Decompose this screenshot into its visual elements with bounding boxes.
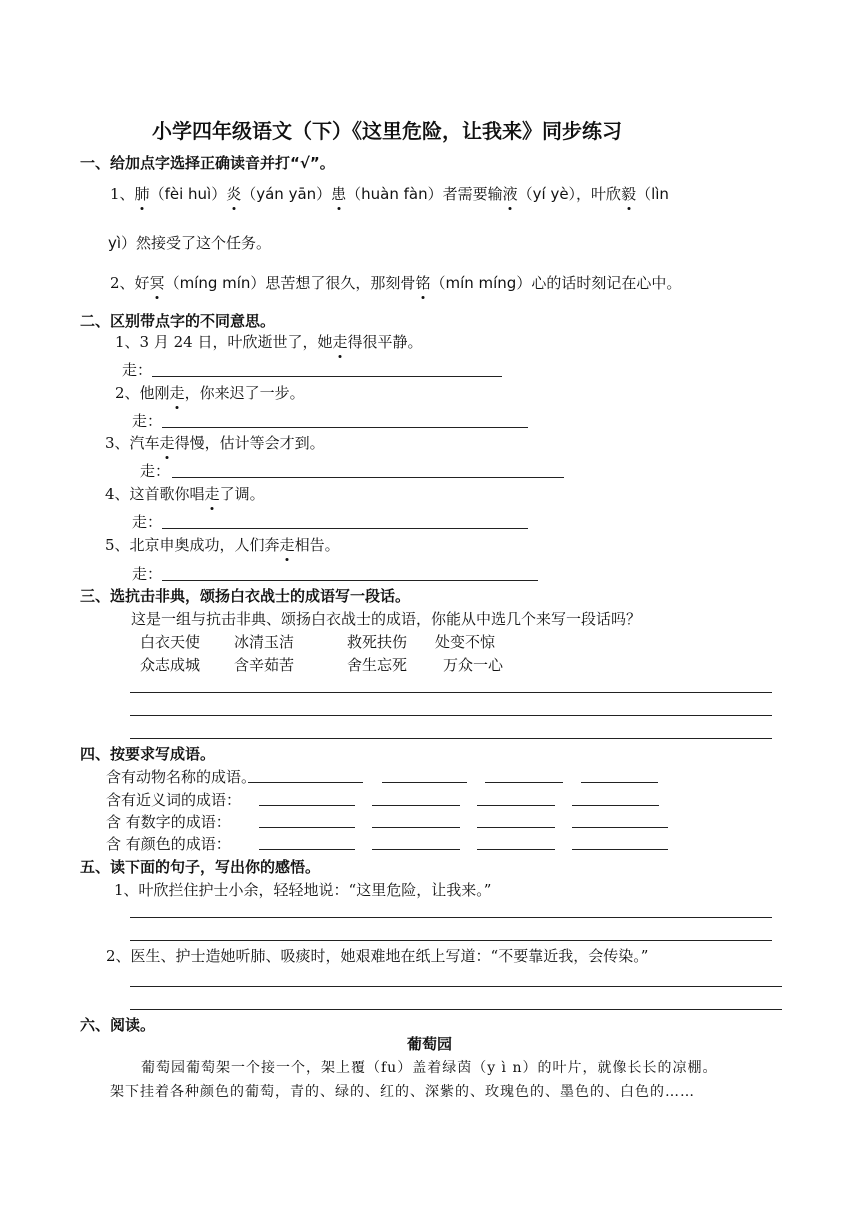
s1-q1-options-2: （yán yān）	[241, 185, 332, 203]
s1-q1-char-yi: 毅	[621, 185, 637, 203]
s3-intro: 这是一组与抗击非典、颂扬白衣战士的成语，你能从中选几个来写一段话吗？	[131, 610, 642, 628]
s3-writing-line-2[interactable]	[130, 715, 772, 716]
s4-blank[interactable]	[248, 782, 363, 783]
s1-q1-options-3: （huàn fàn）者需要输	[346, 185, 503, 203]
s1-q1-char-yan: 炎	[226, 185, 242, 203]
s2-dotted-char: 走	[332, 333, 348, 351]
s4-blank[interactable]	[382, 782, 467, 783]
s4-blank[interactable]	[372, 849, 460, 850]
s2-item-text: 3、汽车	[105, 434, 160, 452]
s2-dotted-char: 走	[279, 536, 295, 554]
s2-answer-line-1[interactable]	[152, 376, 502, 377]
s2-item-3	[105, 432, 325, 453]
s4-row-number: 含 有数字的成语：	[106, 813, 231, 831]
s3-writing-line-1[interactable]	[130, 692, 772, 693]
s2-item-2	[115, 382, 305, 403]
s4-row-color: 含 有颜色的成语：	[106, 835, 231, 853]
s2-item-text: ，你来迟了一步。	[184, 384, 305, 402]
idiom-4: 处变不惊	[435, 633, 496, 651]
s2-answer-line-5[interactable]	[162, 580, 538, 581]
s1-question-2	[110, 272, 681, 293]
s2-answer-label-2: 走：	[132, 412, 163, 430]
s2-answer-line-3[interactable]	[172, 477, 564, 478]
section-3-heading: 三、选抗击非典，颂扬白衣战士的成语写一段话。	[80, 587, 411, 605]
s5-answer-line-1[interactable]	[130, 917, 772, 918]
s2-answer-label-4: 走：	[132, 513, 163, 531]
s1-q2-options-1: （míng mín）思苦想了很久，那刻骨	[164, 274, 416, 292]
s4-row-animal: 含有动物名称的成语。	[106, 768, 257, 786]
idiom-2: 冰清玉洁	[234, 633, 295, 651]
s1-q1-number: 1、	[110, 185, 135, 203]
section-2-heading: 二、区别带点字的不同意思。	[80, 312, 276, 330]
s4-row-synonym: 含有近义词的成语：	[106, 791, 242, 809]
s4-blank[interactable]	[372, 805, 460, 806]
idiom-1: 白衣天使	[140, 633, 201, 651]
s2-answer-line-4[interactable]	[162, 528, 528, 529]
s5-answer-line-3[interactable]	[130, 986, 782, 987]
s4-blank[interactable]	[259, 827, 355, 828]
s1-question-1-cont: yì）然接受了这个任务。	[108, 234, 272, 252]
idiom-5: 众志成城	[140, 656, 201, 674]
s2-item-text: 得很平静。	[347, 333, 423, 351]
passage-line-1: 葡萄园葡萄架一个接一个，架上覆（fu）盖着绿茵（y ì n）的叶片，就像长长的凉棚。	[141, 1060, 718, 1076]
s4-blank[interactable]	[572, 827, 668, 828]
page-title: 小学四年级语文（下）《这里危险，让我来》同步练习	[152, 119, 622, 143]
s1-q1-char-huan: 患	[331, 185, 347, 203]
s4-blank[interactable]	[477, 827, 555, 828]
passage-title: 葡萄园	[407, 1035, 453, 1053]
s1-q2-prefix: 2、好	[110, 274, 150, 292]
s2-item-text: 了调。	[219, 485, 265, 503]
s1-q2-options-2: （mín míng）心的话时刻记在心中。	[430, 274, 682, 292]
s2-item-text: 4、这首歌你唱	[105, 485, 205, 503]
s2-item-5	[105, 534, 340, 555]
s1-q1-options-1: （fèi huì）	[149, 185, 227, 203]
section-4-heading: 四、按要求写成语。	[80, 745, 216, 763]
idiom-8: 万众一心	[443, 656, 504, 674]
s2-item-text: 1、3 月 24 日，叶欣逝世了，她	[115, 333, 333, 351]
s4-blank[interactable]	[477, 805, 555, 806]
s1-q1-char-fei: 肺	[134, 185, 150, 203]
s4-blank[interactable]	[572, 849, 668, 850]
idiom-7: 舍生忘死	[347, 656, 408, 674]
s1-q1-options-5: （lìn	[636, 185, 669, 203]
s1-q1-options-4: （yí yè），叶欣	[517, 185, 622, 203]
s2-dotted-char: 走	[204, 485, 220, 503]
s5-question-1: 1、叶欣拦住护士小余，轻轻地说：“这里危险，让我来。”	[114, 881, 492, 899]
s4-blank[interactable]	[259, 805, 355, 806]
s2-answer-label-3: 走：	[140, 462, 171, 480]
s1-q1-char-ye: 液	[502, 185, 518, 203]
s5-answer-line-2[interactable]	[130, 940, 772, 941]
s3-writing-line-3[interactable]	[130, 738, 772, 739]
s2-answer-label-1: 走：	[122, 361, 153, 379]
s4-blank[interactable]	[477, 849, 555, 850]
s5-question-2: 2、医生、护士造她听肺、吸痰时，她艰难地在纸上写道：“不要靠近我，会传染。”	[106, 947, 649, 965]
section-5-heading: 五、读下面的句子，写出你的感悟。	[80, 858, 321, 876]
passage-line-2: 架下挂着各种颜色的葡萄，青的、绿的、红的、深紫的、玫瑰色的、墨色的、白色的……	[110, 1084, 695, 1100]
s2-dotted-char: 走	[169, 384, 185, 402]
section-6-heading: 六、阅读。	[80, 1016, 156, 1034]
s2-item-1	[115, 331, 423, 352]
s4-blank[interactable]	[581, 782, 658, 783]
s2-item-text: 得慢，估计等会才到。	[174, 434, 325, 452]
s2-answer-line-2[interactable]	[162, 427, 528, 428]
s4-blank[interactable]	[259, 849, 355, 850]
s2-item-4	[105, 483, 265, 504]
s4-blank[interactable]	[372, 827, 460, 828]
s4-blank[interactable]	[572, 805, 659, 806]
s2-answer-label-5: 走：	[132, 565, 163, 583]
idiom-6: 含辛茹苦	[234, 656, 295, 674]
s1-q2-char-ming: 冥	[149, 274, 165, 292]
s4-blank[interactable]	[485, 782, 563, 783]
section-1-heading: 一、给加点字选择正确读音并打“√”。	[80, 154, 335, 172]
s2-item-text: 相告。	[294, 536, 340, 554]
s2-item-text: 2、他刚	[115, 384, 170, 402]
s2-item-text: 5、北京申奥成功，人们奔	[105, 536, 280, 554]
s2-dotted-char: 走	[159, 434, 175, 452]
s5-answer-line-4[interactable]	[130, 1009, 782, 1010]
idiom-3: 救死扶伤	[347, 633, 408, 651]
s1-question-1	[110, 183, 669, 204]
s1-q2-char-ming2: 铭	[415, 274, 431, 292]
